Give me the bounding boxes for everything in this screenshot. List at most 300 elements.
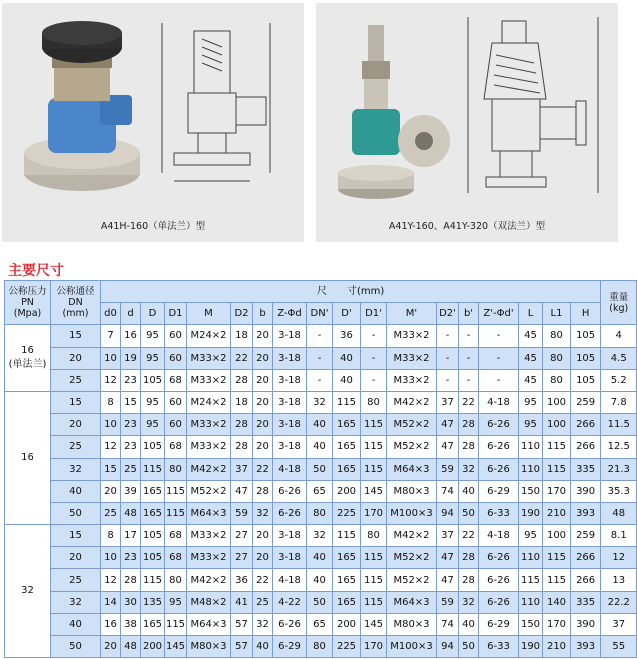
table-cell: 210	[543, 502, 571, 524]
table-cell: 59	[231, 502, 253, 524]
table-cell: 20	[253, 436, 273, 458]
table-cell: 48	[121, 636, 141, 658]
table-cell: 15	[121, 391, 141, 413]
table-cell: 6-26	[479, 569, 519, 591]
table-cell: 10	[101, 414, 121, 436]
table-cell: 266	[571, 414, 601, 436]
table-cell: 32	[459, 458, 479, 480]
table-cell: 19	[121, 347, 141, 369]
table-cell: 74	[437, 480, 459, 502]
table-cell: 80	[361, 391, 387, 413]
table-cell: 12	[101, 569, 121, 591]
table-cell: 65	[307, 480, 333, 502]
valve-illustration-double-flange	[316, 3, 618, 242]
table-cell: 30	[121, 591, 141, 613]
table-cell: 22	[459, 525, 479, 547]
table-cell: 6-26	[273, 502, 307, 524]
product-image-panel-single-flange	[2, 3, 304, 242]
table-cell: 110	[519, 547, 543, 569]
table-cell: 11.5	[601, 414, 637, 436]
table-cell: 100	[543, 525, 571, 547]
table-cell: 6-26	[479, 458, 519, 480]
table-cell: 110	[519, 458, 543, 480]
table-cell: 165	[333, 458, 361, 480]
header-dimensions: 尺 寸(mm)	[101, 281, 601, 303]
table-cell: 8	[101, 391, 121, 413]
table-cell: 39	[121, 480, 141, 502]
table-row	[5, 502, 637, 524]
column-header: H	[571, 303, 601, 325]
table-cell: -	[479, 369, 519, 391]
table-cell: 65	[307, 613, 333, 635]
table-cell: 50	[459, 636, 479, 658]
table-cell: -	[437, 325, 459, 347]
table-cell: 40	[307, 569, 333, 591]
table-cell: 105	[571, 369, 601, 391]
table-cell: 8.1	[601, 525, 637, 547]
table-cell: 80	[165, 569, 187, 591]
table-cell: 74	[437, 613, 459, 635]
table-row	[5, 391, 637, 413]
table-cell: 27	[231, 525, 253, 547]
table-cell: 335	[571, 591, 601, 613]
table-cell: 28	[459, 436, 479, 458]
table-cell: 55	[601, 636, 637, 658]
table-cell: 23	[121, 369, 141, 391]
table-cell: 5.2	[601, 369, 637, 391]
column-header: M'	[387, 303, 437, 325]
table-cell: 3-18	[273, 414, 307, 436]
table-cell: 25	[253, 591, 273, 613]
table-cell: M42×2	[387, 525, 437, 547]
table-cell: 40	[459, 480, 479, 502]
product-image-panel-double-flange	[316, 3, 618, 242]
column-header: b'	[459, 303, 479, 325]
table-cell: 3-18	[273, 369, 307, 391]
table-cell: M33×2	[187, 347, 231, 369]
table-cell: -	[437, 347, 459, 369]
column-header: M	[187, 303, 231, 325]
dn-cell: 15	[51, 525, 101, 547]
column-header: Z'-Φd'	[479, 303, 519, 325]
table-row	[5, 547, 637, 569]
table-cell: 210	[543, 636, 571, 658]
table-cell: 115	[141, 458, 165, 480]
table-cell: 13	[601, 569, 637, 591]
table-cell: 12	[101, 369, 121, 391]
table-cell: 22	[253, 458, 273, 480]
column-header: D2'	[437, 303, 459, 325]
table-cell: 95	[519, 525, 543, 547]
table-cell: 16	[101, 613, 121, 635]
pressure-cell: 16	[5, 391, 51, 524]
table-cell: M24×2	[187, 325, 231, 347]
table-cell: M33×2	[387, 325, 437, 347]
table-cell: 47	[231, 480, 253, 502]
table-cell: 68	[165, 436, 187, 458]
table-cell: 23	[121, 547, 141, 569]
table-cell: 145	[361, 613, 387, 635]
column-header: DN'	[307, 303, 333, 325]
table-cell: -	[361, 369, 387, 391]
table-cell: M80×3	[387, 480, 437, 502]
pressure-cell: 16 (单法兰)	[5, 325, 51, 392]
table-cell: 16	[121, 325, 141, 347]
table-cell: 115	[543, 458, 571, 480]
table-cell: 100	[543, 414, 571, 436]
table-cell: 105	[141, 547, 165, 569]
table-cell: 80	[165, 458, 187, 480]
table-cell: 170	[361, 636, 387, 658]
table-cell: 18	[231, 391, 253, 413]
table-cell: 32	[459, 591, 479, 613]
table-cell: 110	[519, 591, 543, 613]
table-cell: 115	[333, 391, 361, 413]
table-cell: 40	[307, 547, 333, 569]
table-cell: 3-18	[273, 325, 307, 347]
table-cell: 57	[231, 636, 253, 658]
table-cell: -	[459, 369, 479, 391]
table-cell: 47	[437, 414, 459, 436]
table-cell: 115	[543, 547, 571, 569]
table-cell: 28	[459, 569, 479, 591]
table-cell: 50	[307, 591, 333, 613]
table-cell: 4-18	[479, 391, 519, 413]
table-cell: 95	[165, 591, 187, 613]
table-cell: M42×2	[387, 391, 437, 413]
table-cell: 105	[141, 436, 165, 458]
table-cell: 393	[571, 502, 601, 524]
table-cell: -	[437, 369, 459, 391]
table-cell: 35.3	[601, 480, 637, 502]
table-cell: 47	[437, 569, 459, 591]
dn-cell: 25	[51, 436, 101, 458]
table-cell: M64×3	[187, 502, 231, 524]
table-cell: 68	[165, 525, 187, 547]
table-cell: 115	[519, 569, 543, 591]
table-cell: 390	[571, 480, 601, 502]
table-cell: M64×3	[387, 591, 437, 613]
table-cell: 105	[571, 325, 601, 347]
table-cell: 14	[101, 591, 121, 613]
table-cell: 190	[519, 636, 543, 658]
table-cell: 80	[307, 502, 333, 524]
table-cell: 95	[519, 391, 543, 413]
table-cell: 165	[141, 480, 165, 502]
table-cell: 266	[571, 547, 601, 569]
table-cell: 21.3	[601, 458, 637, 480]
table-cell: 115	[165, 613, 187, 635]
table-cell: 200	[141, 636, 165, 658]
table-cell: M33×2	[187, 436, 231, 458]
table-cell: M33×2	[187, 414, 231, 436]
table-cell: 95	[141, 347, 165, 369]
table-cell: 32	[307, 525, 333, 547]
table-cell: 165	[333, 414, 361, 436]
dn-cell: 32	[51, 458, 101, 480]
pressure-cell: 32	[5, 525, 51, 658]
table-cell: 80	[543, 325, 571, 347]
table-cell: 6-29	[479, 480, 519, 502]
table-cell: 115	[361, 591, 387, 613]
table-cell: 390	[571, 613, 601, 635]
table-cell: 20	[253, 391, 273, 413]
table-cell: 6-33	[479, 502, 519, 524]
table-cell: 32	[253, 502, 273, 524]
table-cell: 100	[543, 391, 571, 413]
table-cell: M42×2	[187, 569, 231, 591]
table-cell: 23	[121, 436, 141, 458]
table-cell: 6-29	[273, 636, 307, 658]
table-cell: 6-26	[479, 414, 519, 436]
table-cell: 28	[459, 414, 479, 436]
table-cell: M52×2	[387, 547, 437, 569]
table-cell: M52×2	[387, 436, 437, 458]
table-cell: 28	[231, 414, 253, 436]
column-header: D	[141, 303, 165, 325]
table-cell: 94	[437, 502, 459, 524]
table-cell: 25	[121, 458, 141, 480]
table-cell: 28	[459, 547, 479, 569]
table-cell: 38	[121, 613, 141, 635]
valve-illustration-single-flange	[2, 3, 304, 242]
table-cell: 3-18	[273, 436, 307, 458]
table-cell: 50	[459, 502, 479, 524]
table-cell: 20	[253, 525, 273, 547]
table-cell: 20	[101, 480, 121, 502]
table-cell: 115	[543, 436, 571, 458]
table-row	[5, 325, 637, 347]
dn-cell: 25	[51, 569, 101, 591]
table-cell: M33×2	[387, 369, 437, 391]
table-cell: 165	[333, 569, 361, 591]
image-caption: A41H-160（单法兰）型	[100, 221, 206, 232]
table-cell: 6-26	[479, 436, 519, 458]
table-cell: 393	[571, 636, 601, 658]
table-cell: 20	[253, 369, 273, 391]
dn-cell: 50	[51, 636, 101, 658]
table-cell: 37	[231, 458, 253, 480]
table-cell: 47	[437, 547, 459, 569]
table-cell: 115	[141, 569, 165, 591]
table-cell: 59	[437, 458, 459, 480]
table-cell: 40	[307, 414, 333, 436]
column-header: D2	[231, 303, 253, 325]
table-cell: M52×2	[387, 414, 437, 436]
table-cell: 40	[459, 613, 479, 635]
column-header: Z-Φd	[273, 303, 307, 325]
table-cell: 68	[165, 547, 187, 569]
table-cell: 150	[519, 480, 543, 502]
table-cell: 145	[361, 480, 387, 502]
table-cell: 60	[165, 414, 187, 436]
table-cell: 48	[121, 502, 141, 524]
table-cell: 23	[121, 414, 141, 436]
dn-cell: 20	[51, 547, 101, 569]
column-header: d	[121, 303, 141, 325]
table-cell: 28	[253, 480, 273, 502]
header-pn: 公称压力 PN (Mpa)	[5, 281, 51, 325]
column-header: L1	[543, 303, 571, 325]
table-cell: 4-22	[273, 591, 307, 613]
table-cell: 22	[253, 569, 273, 591]
table-cell: 190	[519, 502, 543, 524]
table-cell: 60	[165, 325, 187, 347]
table-cell: M64×3	[187, 613, 231, 635]
column-header: b	[253, 303, 273, 325]
table-cell: 7.8	[601, 391, 637, 413]
table-cell: M52×2	[387, 569, 437, 591]
table-cell: 95	[141, 391, 165, 413]
table-cell: 32	[253, 613, 273, 635]
table-cell: 20	[253, 325, 273, 347]
dn-cell: 15	[51, 325, 101, 347]
table-cell: 110	[519, 436, 543, 458]
table-cell: 37	[601, 613, 637, 635]
table-cell: 200	[333, 613, 361, 635]
table-cell: 32	[307, 391, 333, 413]
table-cell: 36	[333, 325, 361, 347]
dn-cell: 40	[51, 480, 101, 502]
table-cell: 80	[543, 369, 571, 391]
table-row	[5, 436, 637, 458]
table-cell: 20	[253, 547, 273, 569]
table-cell: 4-18	[273, 458, 307, 480]
table-cell: 8	[101, 525, 121, 547]
table-cell: 4.5	[601, 347, 637, 369]
table-cell: 22	[231, 347, 253, 369]
table-cell: 59	[437, 591, 459, 613]
dimensions-table	[4, 280, 637, 658]
table-cell: 10	[101, 547, 121, 569]
image-caption: A41Y-160、A41Y-320（双法兰）型	[388, 221, 546, 232]
table-cell: 25	[101, 502, 121, 524]
table-row	[5, 414, 637, 436]
table-cell: 57	[231, 613, 253, 635]
table-cell: 335	[571, 458, 601, 480]
table-cell: 80	[307, 636, 333, 658]
table-cell: 20	[101, 636, 121, 658]
table-cell: 95	[141, 325, 165, 347]
table-cell: 140	[543, 591, 571, 613]
table-cell: 6-26	[273, 613, 307, 635]
table-cell: M33×2	[187, 525, 231, 547]
table-cell: 27	[231, 547, 253, 569]
table-cell: M48×2	[187, 591, 231, 613]
table-cell: 37	[437, 391, 459, 413]
table-row	[5, 613, 637, 635]
table-cell: 95	[519, 414, 543, 436]
table-cell: M100×3	[387, 502, 437, 524]
table-cell: 12	[601, 547, 637, 569]
table-cell: 60	[165, 391, 187, 413]
table-cell: 170	[361, 502, 387, 524]
table-cell: 80	[543, 347, 571, 369]
table-cell: 165	[141, 502, 165, 524]
table-cell: 135	[141, 591, 165, 613]
table-cell: 225	[333, 502, 361, 524]
table-row	[5, 369, 637, 391]
table-cell: 225	[333, 636, 361, 658]
table-cell: 170	[543, 480, 571, 502]
table-cell: 6-26	[479, 547, 519, 569]
table-cell: 115	[165, 502, 187, 524]
table-cell: -	[307, 347, 333, 369]
table-cell: 4-18	[479, 525, 519, 547]
table-cell: 165	[333, 547, 361, 569]
table-cell: 36	[231, 569, 253, 591]
table-cell: -	[307, 369, 333, 391]
table-cell: 259	[571, 391, 601, 413]
table-cell: M100×3	[387, 636, 437, 658]
dn-cell: 32	[51, 591, 101, 613]
table-row	[5, 458, 637, 480]
table-cell: 6-33	[479, 636, 519, 658]
table-cell: -	[459, 325, 479, 347]
table-cell: 45	[519, 347, 543, 369]
table-cell: 6-26	[273, 480, 307, 502]
table-cell: M42×2	[187, 458, 231, 480]
table-cell: 4	[601, 325, 637, 347]
table-cell: 115	[361, 569, 387, 591]
table-cell: 115	[361, 547, 387, 569]
table-cell: 105	[141, 369, 165, 391]
column-header: D1	[165, 303, 187, 325]
table-cell: 165	[333, 591, 361, 613]
table-cell: 170	[543, 613, 571, 635]
table-cell: 40	[333, 347, 361, 369]
table-row	[5, 525, 637, 547]
table-cell: 7	[101, 325, 121, 347]
table-cell: -	[361, 325, 387, 347]
table-cell: -	[459, 347, 479, 369]
table-cell: 3-18	[273, 391, 307, 413]
table-cell: 22	[459, 391, 479, 413]
table-cell: 266	[571, 569, 601, 591]
table-cell: 20	[253, 414, 273, 436]
table-cell: 115	[361, 436, 387, 458]
column-header: L	[519, 303, 543, 325]
table-cell: 68	[165, 369, 187, 391]
dn-cell: 50	[51, 502, 101, 524]
table-cell: 105	[141, 525, 165, 547]
table-cell: 165	[141, 613, 165, 635]
dn-cell: 15	[51, 391, 101, 413]
table-cell: M80×3	[187, 636, 231, 658]
table-cell: 47	[437, 436, 459, 458]
table-cell: 150	[519, 613, 543, 635]
table-cell: 4-18	[273, 569, 307, 591]
table-cell: 115	[165, 480, 187, 502]
table-cell: 20	[253, 347, 273, 369]
table-cell: 145	[165, 636, 187, 658]
table-cell: -	[479, 325, 519, 347]
table-cell: -	[307, 325, 333, 347]
table-cell: 105	[571, 347, 601, 369]
table-cell: 80	[361, 525, 387, 547]
dn-cell: 40	[51, 613, 101, 635]
table-cell: M64×3	[387, 458, 437, 480]
table-cell: 18	[231, 325, 253, 347]
table-cell: 3-18	[273, 547, 307, 569]
column-header: D'	[333, 303, 361, 325]
header-dn: 公称通径 DN (mm)	[51, 281, 101, 325]
table-cell: 41	[231, 591, 253, 613]
table-cell: 3-18	[273, 347, 307, 369]
table-cell: 10	[101, 347, 121, 369]
table-cell: 12	[101, 436, 121, 458]
table-cell: 50	[307, 458, 333, 480]
